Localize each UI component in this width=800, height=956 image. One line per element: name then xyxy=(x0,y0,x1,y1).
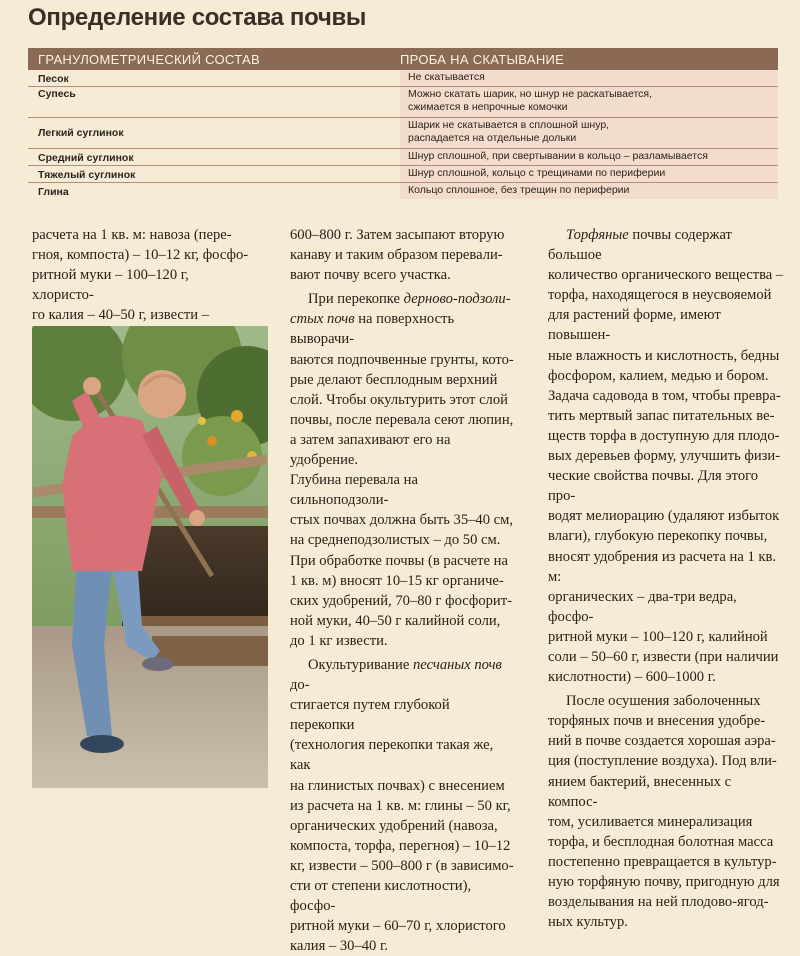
text-line: ной муки, 40–50 г калийной соли, xyxy=(290,612,501,629)
text-line: ция (поступление воздуха). Под вли- xyxy=(548,753,777,770)
text-line: из расчета на 1 кв. м: глины – 50 кг, xyxy=(290,797,511,814)
text-line: постепенно превращается в культур- xyxy=(548,853,777,870)
test-result: Шарик не скатывается в сплошной шнур, распадается на отдельные дольки xyxy=(400,118,778,148)
text-line: ваются подпочвенные грунты, кото- xyxy=(290,351,514,368)
table-header xyxy=(28,48,778,70)
table-row xyxy=(28,70,778,87)
text-line: а затем запахивают его на удобрение. xyxy=(290,431,451,469)
text-line: количество органического вещества – xyxy=(548,267,784,284)
soil-table xyxy=(28,48,778,199)
text-line: влаги), глубокую перекопку почвы, xyxy=(548,528,768,545)
text-line: вают почву всего участка. xyxy=(290,267,451,284)
text-line: том, усиливается минерализация xyxy=(548,813,753,830)
text-line: для растений форме, имеют повышен- xyxy=(548,307,721,344)
text-line: до 1 кг извести. xyxy=(290,632,388,649)
page-title: Определение состава почвы xyxy=(28,4,367,31)
text-line: ществ торфа в доступную для плодо- xyxy=(548,427,780,444)
text-line: калия – 30–40 г. xyxy=(290,938,388,955)
test-result: Не скатывается xyxy=(400,70,778,86)
text-line: ских удобрений, 70–80 г фосфорит- xyxy=(290,592,512,609)
text-line: ритной муки – 100–120 г, хлористо- xyxy=(32,267,189,304)
text-line: Задача садовода в том, чтобы превра- xyxy=(548,387,781,404)
text-line: сти от степени кислотности), фосфо- xyxy=(290,878,472,915)
text-line: торфяных почв и внесения удобре- xyxy=(548,713,766,730)
text-line: го калия – 40–50 г, извести – xyxy=(32,307,210,324)
soil-type: Легкий суглинок xyxy=(38,126,124,139)
text-line: компоста, торфа, перегноя) – 10–12 xyxy=(290,837,511,854)
text-line: расчета на 1 кв. м: навоза (пере- xyxy=(32,227,232,243)
gardener-digging-image xyxy=(32,326,268,788)
text-line: гноя, компоста) – 10–12 кг, фосфо- xyxy=(32,247,249,264)
text-column-3 xyxy=(548,225,784,932)
gardener-photo xyxy=(32,326,268,788)
text-line: янием бактерий, внесенных с компос- xyxy=(548,773,732,810)
text-line: на глинистых почвах) с внесением xyxy=(290,777,505,794)
text-line: ных культур. xyxy=(548,914,628,931)
header-rolling-test: ПРОБА НА СКАТЫВАНИЕ xyxy=(400,51,565,67)
text-line: торфа, и бесплодная болотная масса xyxy=(548,833,774,850)
text-column-2 xyxy=(290,225,516,956)
text-line: рые делают бесплодным верхний xyxy=(290,371,498,388)
text-line: стигается путем глубокой перекопки xyxy=(290,697,450,734)
text-line: почвы, после перевала сеют люпин, xyxy=(290,411,514,428)
text-line: канаву и таким образом перевали- xyxy=(290,247,503,264)
text-line: Окультуривание песчаных почв до- xyxy=(290,656,502,694)
text-line: фосфором, калием, медью и бором. xyxy=(548,367,769,384)
text-line: Торфяные почвы содержат большое xyxy=(548,227,732,264)
test-result: Шнур сплошной, при свертывании в кольцо – разламывается xyxy=(400,149,778,165)
text-line: (технология перекопки такая же, как xyxy=(290,737,494,774)
text-line: ную торфяную почву, пригодную для xyxy=(548,874,780,890)
text-line: кислотности) – 600–1000 г. xyxy=(548,669,716,686)
text-line: ческие свойства почвы. Для этого про- xyxy=(548,468,759,505)
soil-type: Средний суглинок xyxy=(38,152,134,164)
text-line: соли – 50–60 г, извести (при наличии xyxy=(548,648,779,665)
text-line: возделывания на ней плодово-ягод- xyxy=(548,894,769,911)
table-row xyxy=(28,183,778,199)
text-line: стых почв на поверхность выворачи- xyxy=(290,311,455,348)
soil-type: Глина xyxy=(38,186,69,198)
soil-type: Тяжелый суглинок xyxy=(38,169,136,181)
test-result: Кольцо сплошное, без трещин по периферии xyxy=(400,183,778,199)
text-line: органических удобрений (навоза, xyxy=(290,817,498,834)
text-line: При перекопке дерново-подзоли- xyxy=(308,291,511,308)
text-line: органических – два-три ведра, фосфо- xyxy=(548,588,737,625)
text-line: торфа, находящегося в неусвояемой xyxy=(548,287,772,304)
text-column-1 xyxy=(32,225,254,325)
text-line: кг, извести – 500–800 г (в зависимо- xyxy=(290,857,514,874)
table-row xyxy=(28,87,778,118)
text-line: 1 кв. м) вносят 10–15 кг органиче- xyxy=(290,572,504,589)
test-result: Можно скатать шарик, но шнур не раскатывается, сжимается в непрочные комочки xyxy=(400,87,778,117)
text-line: ритной муки – 100–120 г, калийной xyxy=(548,628,768,645)
soil-type: Песок xyxy=(38,73,69,85)
text-line: ний в почве создается хорошая аэра- xyxy=(548,733,776,750)
text-line: на среднеподзолистых – до 50 см. xyxy=(290,532,501,549)
text-line: слой. Чтобы окультурить этот слой xyxy=(290,391,508,408)
text-line: вых деревьев форму, улучшить физи- xyxy=(548,448,781,465)
text-line: ритной муки – 60–70 г, хлористого xyxy=(290,918,506,935)
header-composition: ГРАНУЛОМЕТРИЧЕСКИЙ СОСТАВ xyxy=(38,51,260,67)
text-line: водят мелиорацию (удаляют избыток xyxy=(548,508,780,525)
text-line: тить мертвый запас питательных ве- xyxy=(548,407,775,424)
text-line: вносят удобрения из расчета на 1 кв. м: xyxy=(548,548,777,585)
table-row xyxy=(28,118,778,149)
table-row xyxy=(28,166,778,183)
table-row xyxy=(28,149,778,166)
text-line: 600–800 г. Затем засыпают вторую xyxy=(290,227,505,243)
text-line: ные влажность и кислотность, бедны xyxy=(548,347,780,364)
text-line: После осушения заболоченных xyxy=(566,693,761,710)
soil-type: Супесь xyxy=(38,88,76,100)
text-line: Глубина перевала на сильноподзоли- xyxy=(290,472,418,509)
test-result: Шнур сплошной, кольцо с трещинами по периферии xyxy=(400,166,778,182)
text-line: При обработке почвы (в расчете на xyxy=(290,552,508,569)
text-line: стых почвах должна быть 35–40 см, xyxy=(290,512,514,529)
